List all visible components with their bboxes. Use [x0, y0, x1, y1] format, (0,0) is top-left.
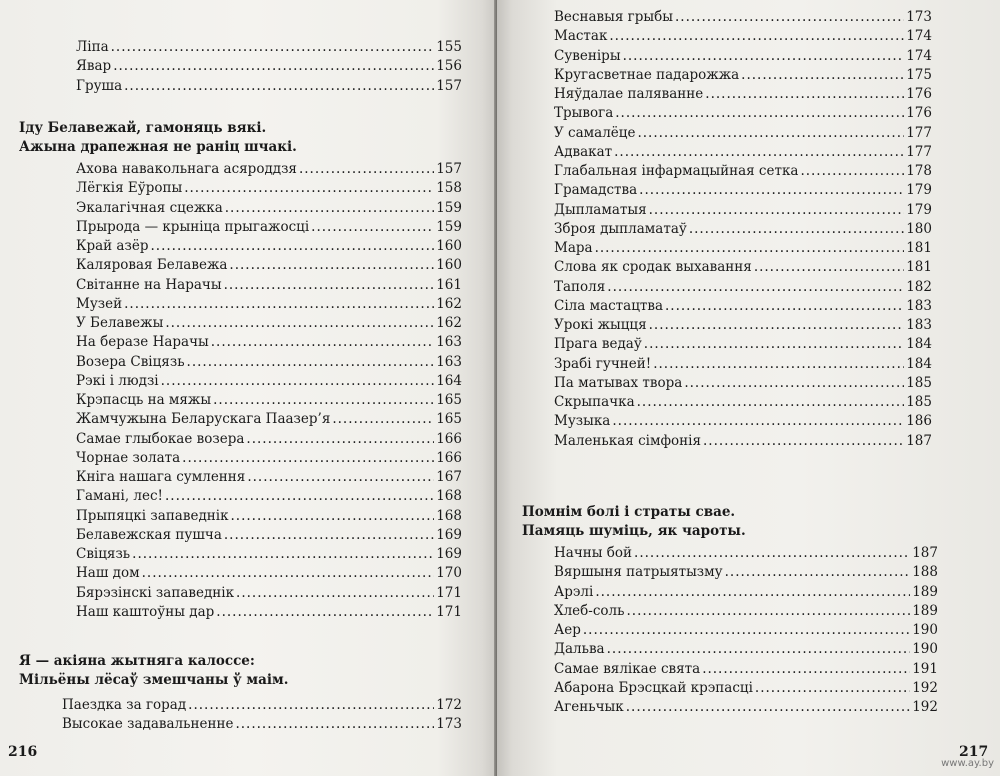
section-heading-3 — [522, 503, 746, 541]
toc-entry — [554, 374, 932, 393]
toc-entry — [76, 237, 462, 256]
toc-entry — [554, 563, 938, 582]
toc-entry — [76, 391, 462, 410]
toc-entry — [554, 583, 938, 602]
toc-entry-page: 169 — [436, 526, 462, 543]
toc-entry-page: 179 — [906, 182, 932, 199]
toc-entry-page: 166 — [436, 430, 462, 447]
toc-entry-page: 187 — [906, 432, 932, 449]
toc-entry — [62, 696, 462, 715]
toc-entry — [76, 179, 462, 198]
toc-entry-page: 185 — [906, 374, 932, 391]
toc-entry-title: Прыпяцкі запаведнік — [76, 507, 229, 524]
toc-entry-title: Паездка за горад — [62, 697, 187, 713]
toc-entry-title: У самалёце — [554, 124, 636, 141]
toc-entry-page: 179 — [906, 201, 932, 218]
toc-entry-title: Крэпасць на мяжы — [76, 392, 212, 408]
toc-entry — [554, 544, 938, 563]
toc-leader-dots — [649, 201, 905, 220]
toc-entry — [76, 410, 462, 429]
toc-entry-page: 174 — [906, 47, 932, 64]
toc-entry-title: Кніга нашага сумлення — [76, 469, 246, 485]
toc-entry-page: 164 — [436, 372, 462, 389]
toc-entry-page: 176 — [906, 105, 932, 122]
toc-leader-dots — [612, 412, 904, 431]
toc-entry-page: 158 — [436, 180, 462, 197]
toc-entry-title: Урокі жыцця — [554, 317, 647, 333]
toc-leader-dots — [800, 162, 904, 181]
toc-entry-title: Слова як сродак выхавання — [554, 259, 752, 276]
toc-entry-page: 173 — [906, 9, 932, 25]
toc-leader-dots — [224, 276, 435, 295]
toc-leader-dots — [607, 640, 911, 659]
toc-entry-title: Музыка — [554, 413, 611, 430]
toc-entry-title: Бярэзінскі запаведнік — [76, 584, 235, 601]
toc-list-left-section-1 — [76, 160, 462, 622]
toc-leader-dots — [184, 179, 434, 198]
toc-entry-page: 163 — [436, 353, 462, 370]
toc-leader-dots — [216, 603, 434, 622]
toc-entry-page: 162 — [436, 315, 462, 331]
toc-entry-page: 162 — [436, 295, 462, 312]
toc-entry-title: Мастак — [554, 28, 608, 45]
toc-leader-dots — [583, 621, 910, 640]
toc-leader-dots — [684, 374, 904, 393]
toc-entry-title: Жамчужына Беларускага Паазер’я — [76, 411, 331, 428]
toc-entry-title: Прага ведаў — [554, 336, 642, 353]
toc-entry — [76, 57, 462, 76]
toc-list-right-section — [554, 544, 938, 717]
toc-list-left-top — [76, 38, 462, 96]
toc-entry-page: 189 — [912, 583, 938, 600]
toc-entry — [554, 602, 938, 621]
toc-entry-title: Возера Свіцязь — [76, 353, 185, 370]
toc-entry — [554, 239, 932, 258]
toc-leader-dots — [111, 38, 435, 57]
toc-entry-page: 166 — [436, 449, 462, 466]
toc-entry-title: Музей — [76, 295, 123, 312]
toc-leader-dots — [165, 314, 434, 333]
heading-line: Ажына драпежная не раніц шчакі. — [19, 139, 297, 155]
toc-entry — [554, 143, 932, 162]
toc-entry-title: Наш дом — [76, 565, 140, 582]
toc-leader-dots — [247, 468, 434, 487]
toc-entry — [554, 679, 938, 698]
toc-entry-title: Самае глыбокае возера — [76, 430, 245, 447]
toc-entry-title: Рэкі і людзі — [76, 372, 159, 389]
toc-entry-title: Веснавыя грыбы — [554, 9, 674, 25]
toc-leader-dots — [235, 715, 434, 734]
toc-entry-page: 160 — [436, 238, 462, 254]
toc-entry — [554, 355, 932, 374]
toc-entry — [76, 449, 462, 468]
toc-entry-page: 189 — [912, 602, 938, 619]
toc-entry-title: Экалагічная сцежка — [76, 199, 223, 216]
toc-leader-dots — [623, 47, 905, 66]
toc-entry — [554, 8, 932, 27]
toc-entry — [76, 353, 462, 372]
toc-leader-dots — [675, 8, 904, 27]
toc-leader-dots — [211, 333, 434, 352]
toc-entry-page: 181 — [906, 259, 932, 276]
toc-entry-page: 192 — [912, 679, 938, 696]
toc-entry-title: Скрыпачка — [554, 394, 635, 410]
toc-entry — [76, 526, 462, 545]
toc-entry-page: 172 — [436, 697, 462, 713]
heading-line: Мільёны лёсаў змешчаны ў маім. — [19, 672, 289, 688]
toc-entry-page: 168 — [436, 507, 462, 524]
toc-leader-dots — [649, 316, 905, 335]
toc-entry-page: 192 — [912, 699, 938, 715]
page-number-left: 216 — [8, 744, 38, 760]
toc-entry — [554, 698, 938, 717]
toc-leader-dots — [703, 432, 904, 451]
toc-entry-page: 180 — [906, 220, 932, 237]
toc-leader-dots — [188, 696, 434, 715]
toc-leader-dots — [626, 602, 910, 621]
toc-entry-page: 190 — [912, 641, 938, 658]
toc-entry — [554, 640, 938, 659]
toc-entry-title: Зрабі гучней! — [554, 355, 652, 372]
toc-entry-title: Аер — [554, 622, 581, 638]
toc-leader-dots — [124, 295, 434, 314]
toc-entry — [76, 564, 462, 583]
toc-entry — [62, 715, 462, 734]
toc-entry-page: 170 — [436, 565, 462, 582]
toc-entry-title: Высокае задавальненне — [62, 716, 234, 733]
toc-leader-dots — [165, 487, 434, 506]
right-page — [497, 0, 1000, 776]
section-heading-1 — [19, 119, 297, 157]
toc-entry-title: Лёгкія Еўропы — [76, 180, 183, 197]
toc-entry — [554, 316, 932, 335]
toc-entry-title: Глабальная інфармацыйная сетка — [554, 163, 799, 179]
toc-leader-dots — [665, 297, 904, 316]
toc-leader-dots — [741, 66, 904, 85]
toc-leader-dots — [225, 199, 434, 218]
toc-entry-title: Вяршыня патрыятызму — [554, 564, 723, 581]
toc-entry — [76, 38, 462, 57]
toc-entry-page: 177 — [906, 143, 932, 160]
section-heading-2 — [19, 652, 288, 690]
toc-leader-dots — [607, 278, 904, 297]
toc-entry-page: 188 — [912, 564, 938, 581]
toc-entry-title: Прырода — крыніца прыгажосці — [76, 218, 310, 235]
toc-leader-dots — [246, 430, 434, 449]
toc-leader-dots — [609, 27, 904, 46]
toc-leader-dots — [332, 410, 434, 429]
toc-entry-title: У Белавежы — [76, 315, 164, 331]
toc-entry — [554, 297, 932, 316]
toc-entry — [76, 545, 462, 564]
toc-leader-dots — [637, 393, 905, 412]
toc-entry — [76, 295, 462, 314]
toc-entry-title: Наш каштоўны дар — [76, 603, 215, 620]
toc-entry-page: 181 — [906, 240, 932, 256]
toc-leader-dots — [689, 220, 904, 239]
toc-entry — [554, 220, 932, 239]
toc-leader-dots — [702, 660, 910, 679]
toc-entry-title: Грамадства — [554, 182, 638, 199]
toc-leader-dots — [231, 507, 435, 526]
toc-entry — [76, 333, 462, 352]
toc-entry-page: 191 — [912, 660, 938, 677]
toc-entry-title: На беразе Нарачы — [76, 334, 209, 351]
toc-entry-title: Каляровая Белавежа — [76, 257, 228, 274]
toc-entry-page: 171 — [436, 603, 462, 620]
toc-entry-page: 175 — [906, 66, 932, 83]
toc-entry-page: 157 — [436, 161, 462, 177]
toc-entry-title: Світанне на Нарачы — [76, 276, 222, 293]
toc-entry — [76, 584, 462, 603]
toc-leader-dots — [637, 124, 904, 143]
toc-entry-title: Трывога — [554, 105, 614, 122]
toc-entry-page: 155 — [436, 39, 462, 55]
toc-entry — [76, 160, 462, 179]
toc-entry — [554, 181, 932, 200]
toc-entry — [554, 104, 932, 123]
toc-entry-page: 183 — [906, 317, 932, 333]
toc-entry — [554, 621, 938, 640]
toc-leader-dots — [754, 258, 904, 277]
toc-entry — [554, 85, 932, 104]
toc-entry-page: 167 — [436, 469, 462, 485]
toc-entry — [554, 27, 932, 46]
toc-entry-page: 159 — [436, 218, 462, 235]
toc-entry-page: 190 — [912, 622, 938, 638]
toc-entry-title: Край азёр — [76, 238, 149, 254]
toc-entry-title: Начны бой — [554, 545, 633, 561]
toc-leader-dots — [595, 583, 910, 602]
toc-leader-dots — [236, 584, 434, 603]
toc-leader-dots — [113, 57, 434, 76]
toc-entry-title: Кругасветнае падарожжа — [554, 66, 740, 83]
toc-entry-page: 178 — [906, 163, 932, 179]
toc-leader-dots — [187, 353, 435, 372]
toc-entry-page: 159 — [436, 199, 462, 216]
toc-leader-dots — [639, 181, 904, 200]
toc-entry-page: 168 — [436, 488, 462, 505]
toc-entry — [76, 430, 462, 449]
toc-entry — [76, 218, 462, 237]
toc-leader-dots — [150, 237, 434, 256]
toc-entry-page: 174 — [906, 28, 932, 45]
toc-leader-dots — [224, 526, 434, 545]
toc-leader-dots — [229, 256, 434, 275]
toc-entry-page: 185 — [906, 394, 932, 410]
toc-leader-dots — [299, 160, 434, 179]
toc-entry-title: Дальва — [554, 641, 605, 658]
toc-entry — [76, 77, 462, 96]
toc-entry-title: Няўдалае паляванне — [554, 86, 704, 102]
toc-entry — [76, 487, 462, 506]
toc-entry — [554, 335, 932, 354]
toc-entry-title: Мара — [554, 240, 593, 256]
toc-entry-title: Таполя — [554, 278, 606, 295]
toc-entry — [554, 393, 932, 412]
toc-entry-page: 157 — [436, 77, 462, 94]
toc-leader-dots — [653, 355, 904, 374]
left-page — [0, 0, 497, 776]
toc-entry — [554, 47, 932, 66]
toc-entry-page: 182 — [906, 278, 932, 295]
toc-entry-page: 156 — [436, 58, 462, 75]
toc-leader-dots — [626, 698, 910, 717]
toc-entry-page: 186 — [906, 413, 932, 430]
toc-entry — [554, 432, 932, 451]
heading-line: Помнім болі і страты свае. — [522, 504, 736, 520]
toc-entry — [76, 314, 462, 333]
toc-entry-title: Гамані, лес! — [76, 488, 163, 505]
toc-entry-title: Груша — [76, 77, 123, 94]
toc-leader-dots — [644, 335, 904, 354]
watermark-text: www.ay.by — [941, 758, 994, 769]
toc-entry-title: Агеньчык — [554, 699, 624, 715]
toc-leader-dots — [132, 545, 434, 564]
heading-line: Іду Белавежай, гамоняць вякі. — [19, 120, 267, 136]
toc-entry-title: Свіцязь — [76, 546, 131, 562]
toc-entry-title: Ліпа — [76, 39, 109, 55]
toc-entry — [76, 199, 462, 218]
toc-entry-page: 184 — [906, 336, 932, 353]
toc-entry-page: 184 — [906, 355, 932, 372]
toc-leader-dots — [161, 372, 435, 391]
toc-entry — [554, 162, 932, 181]
toc-leader-dots — [634, 544, 910, 563]
toc-list-left-section-2 — [62, 696, 462, 735]
toc-entry — [76, 372, 462, 391]
toc-leader-dots — [614, 143, 904, 162]
toc-entry-page: 165 — [436, 392, 462, 408]
toc-entry-title: Па матывах твора — [554, 374, 683, 391]
toc-entry-page: 173 — [436, 716, 462, 733]
toc-leader-dots — [311, 218, 434, 237]
toc-entry-title: Хлеб-соль — [554, 602, 625, 619]
toc-entry-page: 187 — [912, 545, 938, 561]
toc-entry-title: Сіла мастацтва — [554, 297, 663, 314]
toc-leader-dots — [182, 449, 434, 468]
toc-leader-dots — [213, 391, 434, 410]
toc-entry — [554, 258, 932, 277]
toc-entry-title: Арэлі — [554, 583, 594, 600]
toc-list-right-top — [554, 8, 932, 451]
toc-entry — [76, 276, 462, 295]
toc-entry — [554, 66, 932, 85]
toc-entry-page: 177 — [906, 124, 932, 141]
toc-leader-dots — [595, 239, 905, 258]
heading-line: Я — акіяна жытняга калоссе: — [19, 653, 255, 669]
toc-entry — [76, 468, 462, 487]
toc-entry-title: Адвакат — [554, 143, 613, 160]
toc-entry-title: Ахова навакольнага асяроддзя — [76, 161, 297, 177]
heading-line: Памяць шуміць, як чароты. — [522, 523, 746, 539]
toc-entry-title: Сувеніры — [554, 47, 621, 64]
toc-entry-title: Белавежская пушча — [76, 526, 222, 543]
toc-entry-title: Дыпламатыя — [554, 201, 647, 218]
toc-entry-page: 176 — [906, 86, 932, 102]
toc-entry — [554, 201, 932, 220]
toc-entry — [76, 256, 462, 275]
toc-leader-dots — [705, 85, 904, 104]
toc-leader-dots — [615, 104, 904, 123]
toc-entry-title: Абарона Брэсцкай крэпасці — [554, 679, 753, 696]
toc-entry-page: 183 — [906, 297, 932, 314]
toc-entry-page: 169 — [436, 546, 462, 562]
toc-entry-title: Самае вялікае свята — [554, 660, 701, 677]
toc-entry — [554, 124, 932, 143]
toc-entry-page: 171 — [436, 584, 462, 601]
toc-entry — [554, 412, 932, 431]
toc-entry-title: Чорнае золата — [76, 449, 181, 466]
page-number-right: 217 — [959, 744, 989, 760]
toc-entry — [76, 507, 462, 526]
toc-entry-title: Маленькая сімфонія — [554, 432, 701, 449]
toc-entry-title: Явар — [76, 58, 112, 75]
toc-entry-page: 161 — [436, 276, 462, 293]
toc-leader-dots — [725, 563, 911, 582]
toc-entry-page: 165 — [436, 411, 462, 428]
toc-leader-dots — [755, 679, 910, 698]
toc-entry-page: 160 — [436, 257, 462, 274]
toc-leader-dots — [124, 77, 434, 96]
toc-entry — [554, 278, 932, 297]
toc-entry — [554, 660, 938, 679]
toc-entry-title: Зброя дыпламатаў — [554, 220, 687, 237]
toc-leader-dots — [142, 564, 435, 583]
toc-entry — [76, 603, 462, 622]
toc-entry-page: 163 — [436, 334, 462, 351]
